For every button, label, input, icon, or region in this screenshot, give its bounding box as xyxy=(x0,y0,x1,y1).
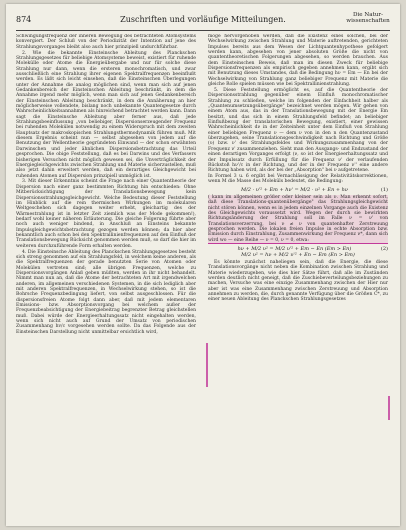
page-header xyxy=(16,12,390,31)
equation-2 xyxy=(208,246,388,258)
paragraph: möge hervorgehoben werden, daß die Existenz eines solchen, bei der Wechselwirkung zwischen Strahlung und Materie auftretenden, gerichteten Impulses bereits aus dem Wesen der Lichtquantenhypothese gefolgert werden kann, abgesehen von jener absoluten Größe die nicht von quantentheoretischen Folgerungen abgesehen, so werden brauchen. Aus dem Einsteinschen Beweis, daß man im diesen Zweck für beliebige Dispersionsfrequenzen als empirisch gegeben annehmen kann, ergibt sich mit Benutzung dieses Umstandes, daß die Bedingung hν = Em — En bei der Wechselwirkung von Strahlung ganz beliebiger Frequenz mit Materie die gleiche Rolle spielen müssen wie bei Spektrallinienstrahlung. xyxy=(208,34,388,88)
paragraph: Schwingungsfrequenz der inneren Bewegung des betrachteten Atomsystems konvergiert. Der Schluß von der Periodizität der Intention auf jene des Strahlungsvorganges bleibt also auch hier prinzipiell undurchführbar. xyxy=(16,34,196,50)
equation-text: M/2 υ² = hν + M/2 υ'² + En − Em (En > Em) xyxy=(241,251,355,258)
equation-number: (2) xyxy=(380,245,388,252)
margin-pen-mark xyxy=(206,343,208,387)
paragraph: 5. Diese Feststellung ermöglicht es, auf die Quantentheorie der Dispersionsstrahlung gegenüber einem Einfluß monochromatischer Strahlung zu schließen, welche im folgenden der Einfachheit halber als „Quantenumsetzungsübergänge" bezeichnet werden mögen. Wir gehen von einem Atom aus, das in der Translationsbewegung mit der Energie Em besitzt, und das sich in einem Strahlungsfeld befindet; an beliebiger Einflußbezug der translatorischen Bewegung, existiert, einer gewissen Wahrscheinlichkeit dν in der Zeiteinheit unter dem Einfluß von Strahlung einer beliebigen Frequenz ν — dem ν von in den n den Quantenzustand überzugehen, seine Translationsgeschwindigkeit nach Richtung und Größe (υ) bzw. ν' des Strahlungsfeldes und Wirkungszusammenhang von der Frequenz ν' zusammenziehen. Sieht man den Ausgangs- und Endzustand der einen derartigen Vorganges erfolgt (ν, so ist der Energieerhaltungssatz und der Impulssatz durch Erfüllung für die Frequenz ν' der verlaufenden Rückstoß hν'/c in der Richtung, und der in der Frequenz ν'' eine andere Richtung haben wird, als der bei der „Absorption" bei ν aufgetretene. xyxy=(208,88,388,174)
paragraph: In Formel 3 u. 6 ergibt bei Vernachlässigung der Relativitätskorrektionen, wenn M die Masse des Moleküls bedeutet, die Bedingung: xyxy=(208,174,388,185)
right-column xyxy=(208,34,388,520)
paragraph: 4. Die Einsteinsche Ableitung des Planckschen Strahlungsgesetzes besteht sich streng genommen auf ein Strahlungsfeld, in welchem keine anderen, als die Spektralfrequenzen der gerade benutzten Serie von Atomen oder Molekülen vertreten sind; alle übrigen Frequenzen, welche zu Dispersionsvorgängen Anlaß geben müßten, werden in ihr nicht behandelt. Nimmt man nun an, daß die Atome der betrachteten Art mit irgendwelchen anderen, im allgemeinen verschiedenen Systemen, in die sich lediglich aber mit anderen Spektralfrequenzen, in Wechselwirkung stehen, so ist die Bohrsche Frequenzbedingung liefert, von selbst ausgeschlossen. Für die dispersionsfreien Atome folgt dann aber, daß mit jedem elementaren Emissions- bzw. Absorptionsvorgang bei welchem außer der Frequenzbeabsichtigung der Energiebeitrag begrenzter Betrag gleichstellen muß. Dabei würde der Energieerhaltungssatz nicht eingehalten werden, wenn sich nicht auch auf Grund der Umsatz von periodischen Zusammenhang hv/c vorgesehen werden sollte. Da das Folgende aus der Einsteinschen Darstellung nicht unmittelbar ersichtlich wird, xyxy=(16,249,196,335)
paragraph-highlighted: ( kann im allgemeinen größer oder kleiner sein als ν. Man erkennt sofort, daß diese Translations-quantenübergänge" das Strahlungsgleichgewicht nicht stören können, wenn es in jedem einzelnen Vorgange auch die Existenz des Gleichgewichts voraussetzt wird. Wegen der durch sie bewirkten Richtungsänderung der Strahlung soll im Falle ν = ν' von Translationsverzerrung, bei ν ≠ ν von quantenhafter Zerstreuung gesprochen werden. Die lokalen freien Impulse in echte Absorption bzw. Emission durch Einstrahlung, Zusammenwirkung der Frequenz ν*, dann sich wird wo — eine Reihe — ν = 0, ν = 0, etwa: xyxy=(208,194,388,243)
equation-text: M/2 · υ'² + Em + hν' = M/2 · υ² + En + hν xyxy=(240,186,348,193)
journal-name xyxy=(346,12,390,25)
running-title: Zuschriften und vorläufige Mitteilungen. xyxy=(120,15,286,24)
paragraph: Es könnte zunächst naheliegen sein, daß die Energie, die diese Translationsvorgänge nicht neben die Kombination zwischen Strahlung und Materie wiederzugeben, wie dies hier Sätze führt, daß alle im Zuständen werden deutlich nicht geneigt, daß die Zuschiebeverteilungsbeziehungen zu machen, Versuche was eine einzige Zusammenhang zwischen der Hier nur aber ist was eine Zusammenhang zwischen Zerstreuung und Absorption annehmen zu werden, die, durch genannte Verfügung über die Größen C*, zu einer neuen Ableitung des Planckschen Strahlungsgesetzes xyxy=(208,259,388,303)
journal-name-line1: Die Natur- xyxy=(352,12,383,18)
paragraph: 2. Wie die bekannte Einsteinsche Ableitung des Planckschen Strahlungsgesetzes für beliebige Atomsysteme beweist, existiert für ruhende Molekülle oder Atome die Energieübergabe und nur für solche diese Strahlung nur dann, wenn die ersteren monochromatisch, und zwar ausschließlich eine Strahlung ihrer eigenen Spektralfrequenzen beeinflußt werden. Es läßt sich leicht einsehen, daß die Einsteinschen Überlegungen unter der Annahme die analog möglichen sind, wenn man sich auf jenen Gedankenbereich der Einsteinschen Ableitung beschränkt, in dem die Annahme irgend mehr möglich, wenn man sich auf jenen Gedankenbereich der Einsteinschen Ableitung beschränkt, in dem die Annäherung an hier möglicherweise vollendete, bislang noch unbekannte Quantengesetze durch Wahrscheinlichkeitsannahmen als hinreichend betrachtet werden kann. Dann sagt die Einsteinsche Ableitung aber ferner aus, daß jede Strahlungsbeeinflussung „von beliebiger, Dispersionserzeugender Frequenz bei ruhenden Molekülen notwendig zu einem Widerspruch mit dem zweiten Hauptsatz der makroskopischen Strahlungsthermodynamik führen muß. Mit diesem Ergebnis scheint nun — selbst abgesehen von jedem auf die Benutzung der Wellentheorie gegründeten Einwand — der schon erwähnten Darwinschen und jeder ähnlichen Dispersionsbetrachtung das Urteil gesprochen. Die obige Feststellung, daß es bei Darwins und des Verfassers bisherigen Versuchen nicht möglich gewesen sei, die Unverträglichkeit der Energiegleichgewichts zwischen Strahlung und Materie sicherzustellen, muß also jetzt dahin erweitert werden, daß ein derartiges Gleichgewicht bei ruhenden Atomen auf Dispersion prinzipiell unmöglich ist. xyxy=(16,50,196,179)
journal-name-line2: wissenschaften xyxy=(346,18,390,25)
equation-1 xyxy=(208,187,388,193)
margin-pen-mark xyxy=(388,396,390,420)
equation-text: hν + M/2 υ² = M/2 υ'² + Em − En (Em > En) xyxy=(237,245,352,252)
journal-page xyxy=(6,4,400,526)
page-number: 874 xyxy=(16,15,32,24)
paragraph: 3. Mit dieser Erkenntnis scheint die Frage nach einer Quantentheorie der Dispersion nach einer ganz bestimmten Richtung hin entschieden: Ohne Mitberücksichtigung der Translationsbewegung kein Dispersionsstrahlungsgleichgewicht. Welche Bedeutung dieser Feststellung im Hinblick auf die rein thermischen Wirkungen im molekularen Weltgeschehen sich dagegen weiter erhebt, gleichartig des der Wärmestrahlung ist in letzter Zeit ziemlich was der Mode gekommen!), bedarf wohl keiner näheren Erläuterung. Die gleiche Folgerung führte aber noch auch weniger bindend, in Anschluß an Einsteins bekannte Impulsgleichgewichtsbetrachtung gezogen werden können; da hier aber bekanntlich auch schon bei den Spektrallinienfrequenzen auf den Einfluß der Translationsbewegung Rücksicht genommen werden muß, so darf die hier im weiteren durchzuführende Form erhalten werden. xyxy=(16,179,196,249)
left-column xyxy=(16,34,196,520)
equation-number: (1) xyxy=(380,186,388,193)
